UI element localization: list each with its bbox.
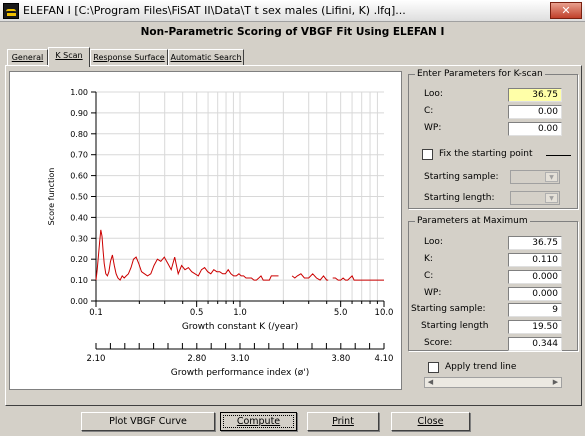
max-wp-label: WP: bbox=[424, 288, 442, 298]
trend-scrollbar[interactable] bbox=[424, 377, 562, 388]
y-tick-label: 0.60 bbox=[70, 171, 88, 181]
app-logo-icon bbox=[3, 3, 19, 19]
fix-start-point-label: Fix the starting point bbox=[439, 149, 533, 159]
x-tick-label: 0.1 bbox=[89, 308, 103, 318]
y-tick-label: 0.40 bbox=[70, 213, 88, 223]
max-start-sample-field: 9 bbox=[508, 303, 562, 317]
score-series-line bbox=[292, 274, 328, 280]
kscan-wp-input[interactable]: 0.00 bbox=[508, 122, 562, 136]
y-tick-label: 0.70 bbox=[70, 150, 88, 160]
max-linf-field: 36.75 bbox=[508, 236, 562, 250]
print-button[interactable]: Print bbox=[307, 412, 379, 431]
y-tick-label: 0.90 bbox=[70, 108, 88, 118]
chart-area bbox=[9, 71, 402, 390]
max-start-length-label: Starting length bbox=[421, 321, 489, 331]
x-tick-label: 1.0 bbox=[233, 308, 247, 318]
kscan-c-label: C: bbox=[424, 106, 434, 116]
y-tick-label: 0.20 bbox=[70, 255, 88, 265]
tab-response-surface[interactable] bbox=[90, 49, 168, 66]
phi-tick-label: 2.10 bbox=[86, 354, 106, 364]
phi-axis-label: Growth performance index (ø') bbox=[170, 368, 310, 378]
y-tick-label: 0.00 bbox=[70, 297, 88, 306]
window-close-button[interactable]: ✕ bbox=[550, 2, 582, 19]
kscan-wp-label: WP: bbox=[424, 123, 442, 133]
x-axis-label: Growth constant K (/year) bbox=[181, 322, 299, 332]
chart-grid bbox=[96, 92, 384, 301]
y-axis-label: Score function bbox=[47, 167, 56, 226]
phi-tick-label: 3.10 bbox=[230, 354, 250, 364]
tab-k-scan[interactable] bbox=[48, 47, 90, 67]
kscan-start-sample-label: Starting sample: bbox=[424, 172, 499, 182]
chevron-down-icon: ▼ bbox=[545, 193, 558, 203]
close-button[interactable]: Close bbox=[391, 412, 470, 431]
x-tick-label: 10.0 bbox=[374, 308, 394, 318]
tab-automatic-search-label: Automatic Search bbox=[170, 53, 242, 62]
phi-tick-label: 2.80 bbox=[187, 354, 207, 364]
tab-response-surface-label: Response Surface bbox=[93, 53, 165, 62]
kscan-c-input[interactable]: 0.00 bbox=[508, 105, 562, 119]
tab-general-label: General bbox=[11, 53, 44, 62]
kscan-linf-input[interactable]: 36.75 bbox=[508, 88, 562, 102]
y-tick-label: 0.10 bbox=[70, 276, 88, 286]
y-tick-label: 0.50 bbox=[70, 192, 88, 202]
max-start-length-field: 19.50 bbox=[508, 320, 562, 334]
max-c-field: 0.000 bbox=[508, 270, 562, 284]
scroll-left-icon[interactable]: ◀ bbox=[427, 378, 434, 386]
window-title: ELEFAN I [C:\Program Files\FiSAT II\Data\T t sex males (Lifini, K) .lfq]... bbox=[23, 4, 406, 17]
max-c-label: C: bbox=[424, 271, 434, 281]
max-linf-label: Loo: bbox=[424, 237, 443, 247]
divider-line bbox=[546, 155, 571, 156]
max-k-label: K: bbox=[424, 254, 433, 264]
chevron-down-icon: ▼ bbox=[545, 172, 558, 182]
phi-tick-label: 3.80 bbox=[331, 354, 351, 364]
y-tick-label: 0.30 bbox=[70, 234, 88, 244]
tab-general[interactable] bbox=[7, 49, 48, 66]
kscan-start-length-label: Starting length: bbox=[424, 193, 495, 203]
dialog-heading: Non-Parametric Scoring of VBGF Fit Using ELEFAN I bbox=[140, 26, 445, 38]
trend-line-checkbox[interactable] bbox=[428, 362, 439, 373]
max-params-legend: Parameters at Maximum bbox=[417, 216, 528, 226]
x-tick-label: 5.0 bbox=[333, 308, 348, 318]
y-tick-label: 0.80 bbox=[70, 129, 88, 139]
max-score-field: 0.344 bbox=[508, 337, 562, 351]
tab-k-scan-label: K Scan bbox=[55, 51, 83, 60]
compute-button[interactable]: Compute bbox=[220, 412, 297, 431]
phi-tick-label: 4.10 bbox=[374, 354, 394, 364]
trend-line-label: Apply trend line bbox=[445, 362, 517, 372]
kscan-linf-label: Loo: bbox=[424, 89, 443, 99]
max-start-sample-label: Starting sample: bbox=[411, 304, 486, 314]
score-series-line bbox=[96, 230, 279, 280]
k-scan-chart bbox=[10, 72, 401, 389]
max-wp-field: 0.000 bbox=[508, 287, 562, 301]
fix-start-point-checkbox[interactable] bbox=[422, 149, 433, 160]
start-length-select[interactable] bbox=[510, 191, 560, 205]
max-score-label: Score: bbox=[424, 338, 453, 348]
tab-automatic-search[interactable] bbox=[168, 49, 244, 66]
max-k-field: 0.110 bbox=[508, 253, 562, 267]
start-sample-select[interactable] bbox=[510, 170, 560, 184]
y-tick-label: 1.00 bbox=[70, 88, 88, 97]
title-bar bbox=[0, 0, 585, 22]
plot-vbgf-button[interactable]: Plot VBGF Curve bbox=[81, 412, 215, 431]
x-tick-label: 0.5 bbox=[189, 308, 204, 318]
kscan-params-legend: Enter Parameters for K-scan bbox=[417, 69, 543, 79]
scroll-right-icon[interactable]: ▶ bbox=[552, 378, 559, 386]
